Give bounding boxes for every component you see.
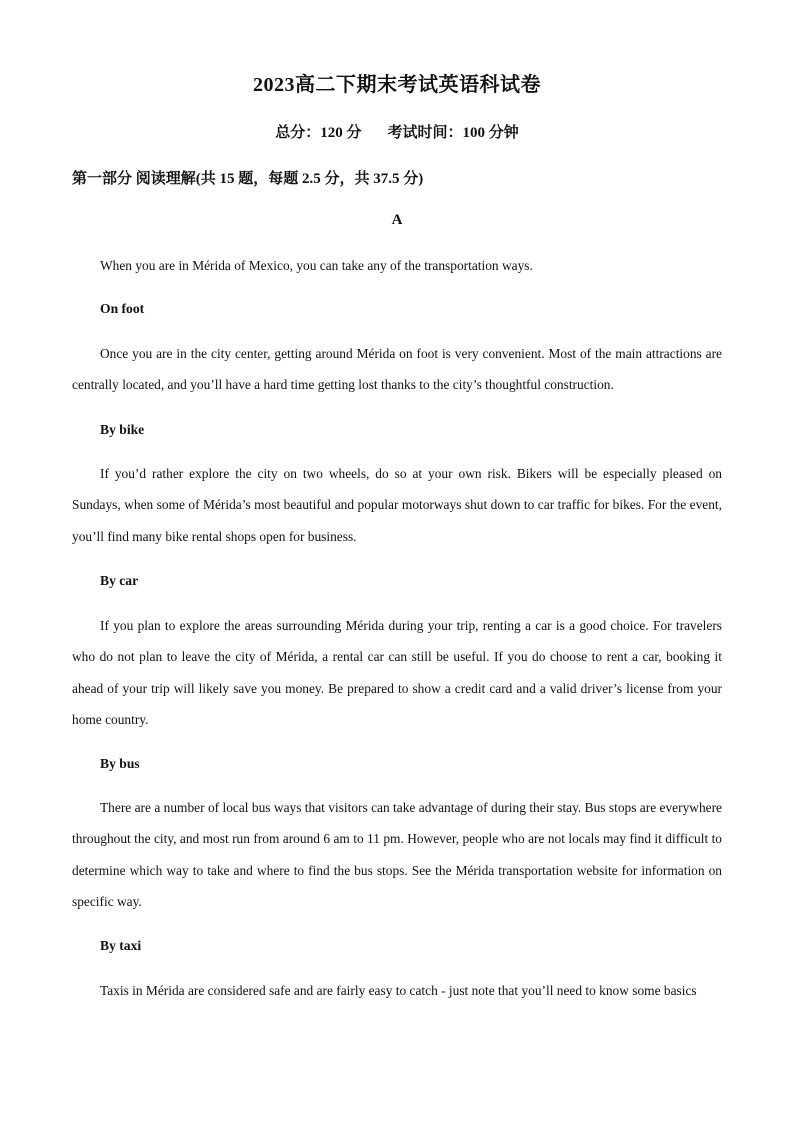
exam-info [0, 121, 794, 142]
section-heading-by-bike: By bike [100, 422, 145, 437]
section-paragraph-by-bus: There are a number of local bus ways that visitors can take advantage of during their stay. Bus stops are everywhere throughout the city, and most run from around 6 am to 11 pm. However, people who are not locals may find it difficult to determine which way to take and where to find the bus stops. See the Mérida transportation website for information on specific way. [72, 800, 722, 909]
exam-time: 考试时间：100 分钟 [387, 125, 519, 141]
section-paragraph-by-bike: If you’d rather explore the city on two wheels, do so at your own risk. Bikers will be especially pleased on Sundays, when some of Mérida’s most beautiful and popular motorways shut down to car traffic for bikes. For the event, you’ll find many bike rental shops open for business. [72, 466, 722, 544]
section-paragraph-on-foot: Once you are in the city center, getting around Mérida on foot is very convenient. Most of the main attractions are centrally located, and you’ll have a hard time getting lost thanks to the city’s thoughtful construction. [72, 346, 722, 393]
exam-title: 2023高二下期末考试英语科试卷 [253, 74, 541, 96]
passage-letter: A [391, 212, 403, 228]
section-heading-by-bus: By bus [100, 756, 140, 771]
part-heading: 第一部分 阅读理解(共 15 题，每题 2.5 分，共 37.5 分) [72, 171, 424, 187]
section-paragraph-by-car: If you plan to explore the areas surrounding Mérida during your trip, renting a car is a good choice. For travelers who do not plan to leave the city of Mérida, a rental car can still be useful. If you do choose to rent a car, booking it ahead of your trip will likely save you money. Be prepared to show a credit card and a valid driver’s license from your home country. [72, 618, 722, 727]
section-paragraph-by-taxi: Taxis in Mérida are considered safe and are fairly easy to catch - just note that you’ll need to know some basics [100, 983, 697, 998]
section-heading-by-car: By car [100, 573, 139, 588]
section-heading-on-foot: On foot [100, 301, 145, 316]
intro-paragraph: When you are in Mérida of Mexico, you can take any of the transportation ways. [100, 258, 533, 273]
section-heading-by-taxi: By taxi [100, 938, 142, 953]
total-score: 总分：120 分 [275, 125, 362, 141]
